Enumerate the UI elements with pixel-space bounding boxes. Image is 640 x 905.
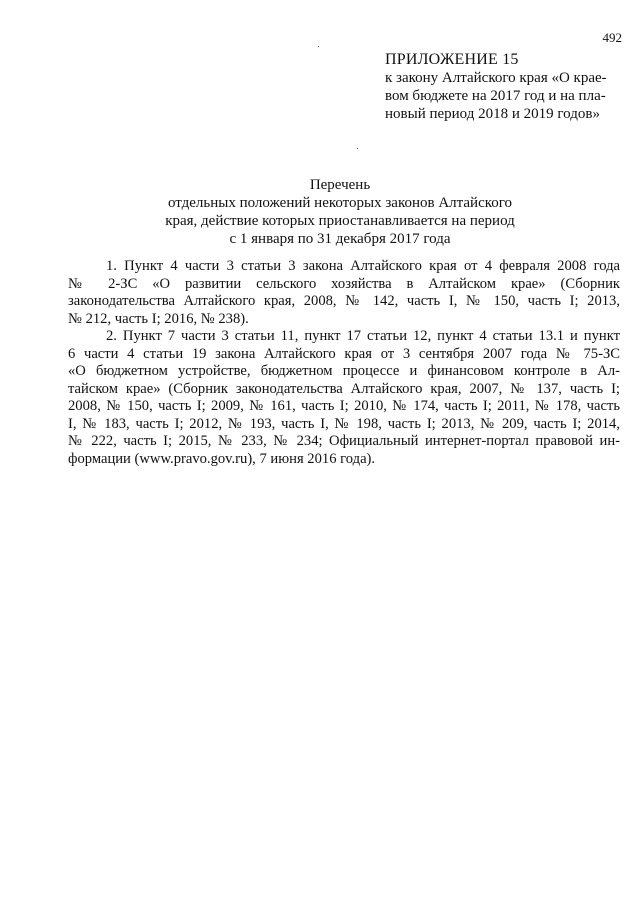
title-line: Перечень [309,177,371,193]
title-line: отдельных положений некоторых законов Алтайского [167,195,513,211]
paragraph-line: законодательства Алтайского края, 2008, № 142, часть I, № 150, часть I; 2013, [68,293,620,309]
appendix-line: вом бюджете на 2017 год и на пла- [385,88,606,104]
paragraph-line: № 2-ЗС «О развитии сельского хозяйства в Алтайском крае» (Сборник [68,275,620,292]
paragraph-line: № 212, часть I; 2016, № 238). [68,310,249,327]
paragraph-line: № 222, часть I; 2015, № 233, № 234; Официальный интернет-портал правовой ин- [68,433,620,449]
appendix-title: ПРИЛОЖЕНИЕ 15 [385,51,519,68]
appendix-block [385,51,620,123]
title-line: с 1 января по 31 декабря 2017 года [229,231,451,247]
paragraph-line: 1. Пункт 4 части 3 статьи 3 закона Алтайского края от 4 февраля 2008 года [106,258,620,274]
scan-speck [318,46,319,47]
page-number: 492 [602,30,622,45]
paragraph-line: I, № 183, часть I; 2012, № 193, часть I, № 198, часть I; 2013, № 209, часть I; 2014, [68,415,620,432]
paragraph-1 [68,258,620,328]
paragraph-2 [68,328,620,468]
appendix-line: новый период 2018 и 2019 годов» [385,106,600,122]
scan-speck [357,148,358,149]
paragraph-line: 6 части 4 статьи 19 закона Алтайского края от 3 сентября 2007 года № 75-ЗС [68,345,620,362]
paragraph-line: тайском крае» (Сборник законодательства Алтайского края, 2007, № 137, часть I; [68,380,620,397]
paragraph-line: «О бюджетном устройстве, бюджетном процессе и финансовом контроле в Ал- [68,363,620,379]
document-body [68,258,620,468]
paragraph-line: 2008, № 150, часть I; 2009, № 161, часть I; 2010, № 174, часть I; 2011, № 178, часть [68,398,620,414]
document-title [150,176,530,248]
paragraph-line: 2. Пункт 7 части 3 статьи 11, пункт 17 статьи 12, пункт 4 статьи 13.1 и пункт [106,328,620,344]
title-line: края, действие которых приостанавливается на период [165,213,515,229]
appendix-line: к закону Алтайского края «О крае- [385,70,607,86]
paragraph-line: формации (www.pravo.gov.ru), 7 июня 2016 года). [68,450,376,467]
